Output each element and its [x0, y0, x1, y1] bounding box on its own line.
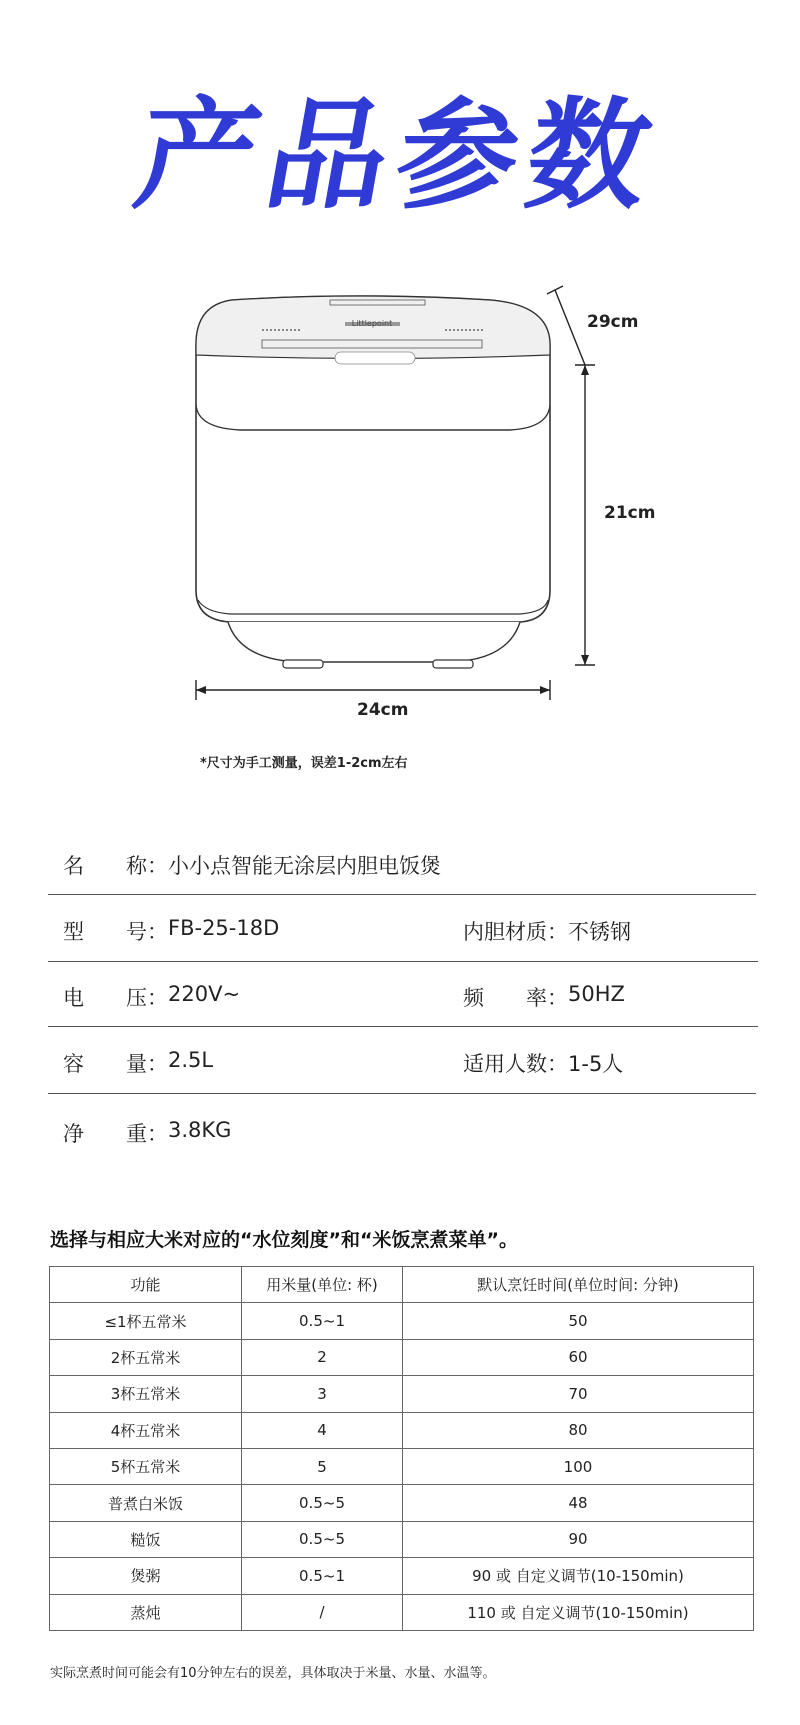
- spec-value: 3.8KG: [168, 1118, 232, 1142]
- table-cell: 90: [403, 1521, 754, 1557]
- spec-label: 型 号：: [63, 920, 168, 944]
- product-diagram: [0, 260, 800, 720]
- column-header: 功能: [50, 1267, 242, 1303]
- spec-label: 内胆材质：: [463, 920, 568, 944]
- table-cell: 3: [242, 1376, 403, 1412]
- cooking-menu-table: [49, 1266, 754, 1631]
- divider: [48, 894, 756, 895]
- divider: [48, 1093, 756, 1094]
- table-cell: 糙饭: [50, 1521, 242, 1557]
- table-row: [50, 1485, 754, 1521]
- spec-value: FB-25-18D: [168, 916, 280, 940]
- spec-label: 电 压：: [63, 986, 168, 1010]
- table-cell: 4杯五常米: [50, 1412, 242, 1448]
- spec-label: 频 率：: [463, 986, 568, 1010]
- spec-value: 不锈钢: [568, 920, 631, 944]
- table-cell: 蒸炖: [50, 1594, 242, 1630]
- spec-label: 容 量：: [63, 1052, 168, 1076]
- table-cell: 5杯五常米: [50, 1448, 242, 1484]
- table-cell: 0.5~5: [242, 1521, 403, 1557]
- table-cell: /: [242, 1594, 403, 1630]
- table-cell: 普煮白米饭: [50, 1485, 242, 1521]
- table-row: [50, 1594, 754, 1630]
- table-row: [50, 1448, 754, 1484]
- table-cell: 48: [403, 1485, 754, 1521]
- table-cell: 煲粥: [50, 1558, 242, 1594]
- table-row: [50, 1303, 754, 1339]
- page-title: 产品参数: [125, 87, 671, 226]
- table-cell: 60: [403, 1339, 754, 1375]
- spec-value: 50HZ: [568, 982, 625, 1006]
- table-cell: 50: [403, 1303, 754, 1339]
- spec-label: 适用人数：: [463, 1052, 568, 1076]
- table-cell: 0.5~1: [242, 1303, 403, 1339]
- table-cell: 2杯五常米: [50, 1339, 242, 1375]
- table-cell: 90 或 自定义调节(10-150min): [403, 1558, 754, 1594]
- spec-value: 1-5人: [568, 1052, 624, 1076]
- column-header: 用米量(单位: 杯): [242, 1267, 403, 1303]
- spec-label: 名 称：: [63, 854, 168, 878]
- table-cell: ≤1杯五常米: [50, 1303, 242, 1339]
- table-cell: 5: [242, 1448, 403, 1484]
- rice-cooker-drawing: [0, 260, 800, 720]
- spec-value: 2.5L: [168, 1048, 214, 1072]
- table-cell: 0.5~5: [242, 1485, 403, 1521]
- spec-value: 220V~: [168, 982, 241, 1006]
- table-cell: 70: [403, 1376, 754, 1412]
- table-cell: 110 或 自定义调节(10-150min): [403, 1594, 754, 1630]
- column-header: 默认烹饪时间(单位时间: 分钟): [403, 1267, 754, 1303]
- table-cell: 4: [242, 1412, 403, 1448]
- table-title: 选择与相应大米对应的“水位刻度”和“米饭烹煮菜单”。: [50, 1229, 518, 1251]
- table-cell: 0.5~1: [242, 1558, 403, 1594]
- spec-value: 小小点智能无涂层内胆电饭煲: [168, 854, 441, 878]
- table-cell: 100: [403, 1448, 754, 1484]
- table-row: [50, 1339, 754, 1375]
- table-cell: 3杯五常米: [50, 1376, 242, 1412]
- divider: [48, 1026, 758, 1027]
- height-label: 21cm: [604, 503, 656, 523]
- table-cell: 80: [403, 1412, 754, 1448]
- measurement-note: *尺寸为手工测量，误差1-2cm左右: [200, 756, 408, 771]
- divider: [48, 961, 758, 962]
- table-row: [50, 1376, 754, 1412]
- table-cell: 2: [242, 1339, 403, 1375]
- table-row: [50, 1558, 754, 1594]
- spec-label: 净 重：: [63, 1122, 168, 1146]
- footnote: 实际烹煮时间可能会有10分钟左右的误差，具体取决于米量、水量、水温等。: [50, 1666, 496, 1681]
- device-brand: Littlepoint: [351, 319, 393, 328]
- depth-label: 29cm: [587, 312, 639, 332]
- table-row: [50, 1521, 754, 1557]
- table-header-row: [50, 1267, 754, 1303]
- width-label: 24cm: [357, 700, 409, 720]
- table-row: [50, 1412, 754, 1448]
